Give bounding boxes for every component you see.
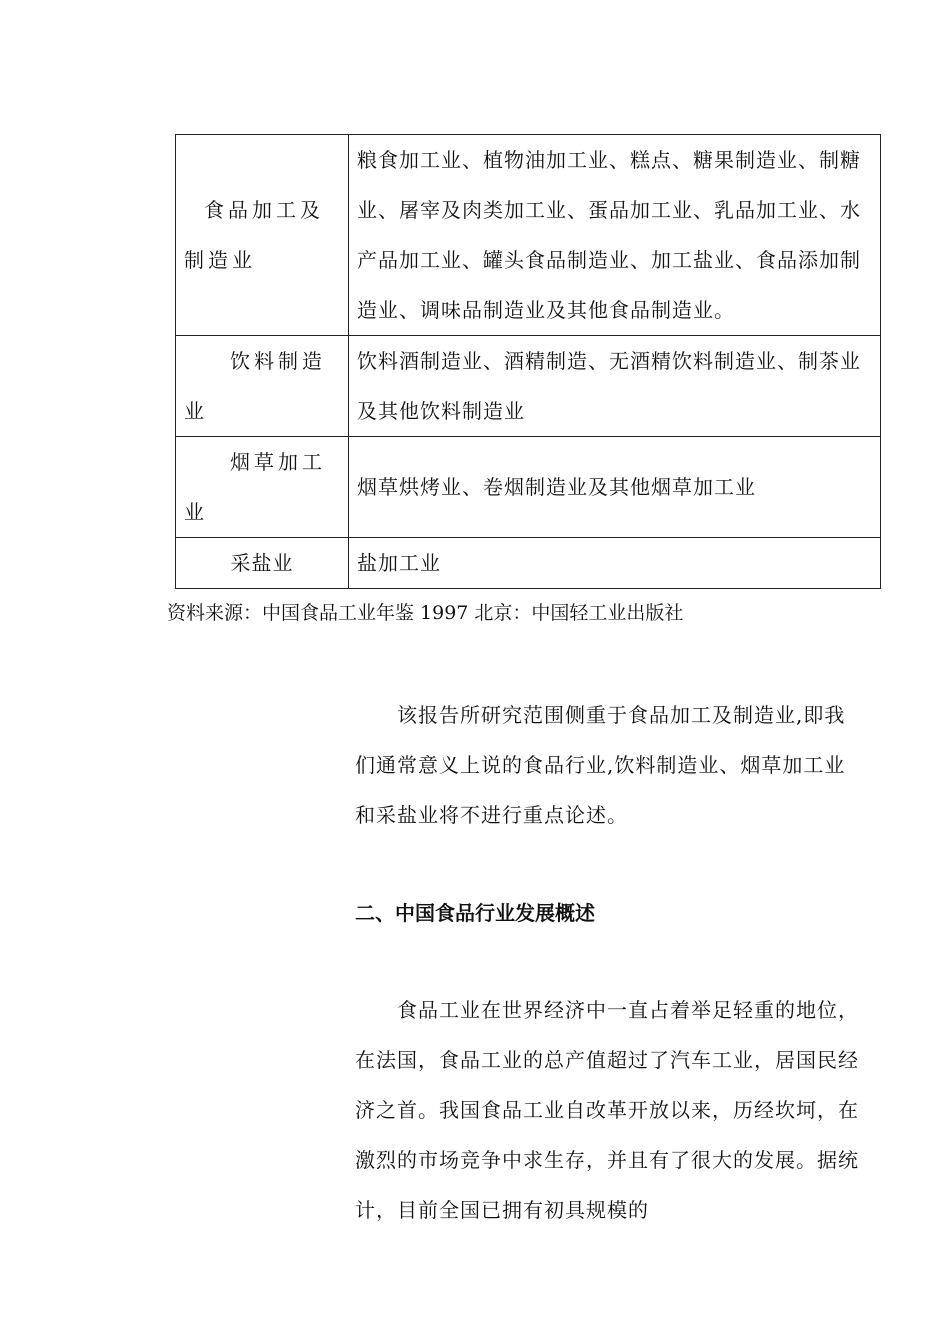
category-name-cell: 采盐业	[176, 538, 349, 589]
table-row	[176, 538, 881, 589]
section-heading: 二、中国食品行业发展概述	[355, 901, 595, 925]
industry-category-table	[175, 134, 881, 589]
category-name: 饮料制造业	[184, 349, 326, 423]
category-name-cell	[176, 437, 349, 538]
category-description-cell: 烟草烘烤业、卷烟制造业及其他烟草加工业	[349, 437, 881, 538]
scope-paragraph: 该报告所研究范围侧重于食品加工及制造业,即我们通常意义上说的食品行业,饮料制造业、烟草加工业和采盐业将不进行重点论述。	[355, 703, 846, 827]
category-name-cell	[176, 135, 349, 336]
table-source-note: 资料来源：中国食品工业年鉴 1997 北京：中国轻工业出版社	[167, 602, 684, 624]
category-description-cell: 盐加工业	[349, 538, 881, 589]
overview-paragraph: 食品工业在世界经济中一直占着举足轻重的地位，在法国，食品工业的总产值超过了汽车工业，居国民经济之首。我国食品工业自改革开放以来，历经坎坷，在激烈的市场竞争中求生存，并且有了很大的发展。据统计，目前全国已拥有初具规模的	[355, 998, 859, 1222]
table-row	[176, 135, 881, 336]
table-row	[176, 336, 881, 437]
category-name: 食品加工及制造业	[184, 198, 324, 272]
category-description-cell: 粮食加工业、植物油加工业、糕点、糖果制造业、制糖业、屠宰及肉类加工业、蛋品加工业、乳品加工业、水产品加工业、罐头食品制造业、加工盐业、食品添加制造业、调味品制造业及其他食品制造业。	[349, 135, 881, 336]
table-row	[176, 437, 881, 538]
category-description-cell: 饮料酒制造业、酒精制造、无酒精饮料制造业、制茶业及其他饮料制造业	[349, 336, 881, 437]
category-name-cell	[176, 336, 349, 437]
category-name: 烟草加工业	[184, 450, 326, 524]
